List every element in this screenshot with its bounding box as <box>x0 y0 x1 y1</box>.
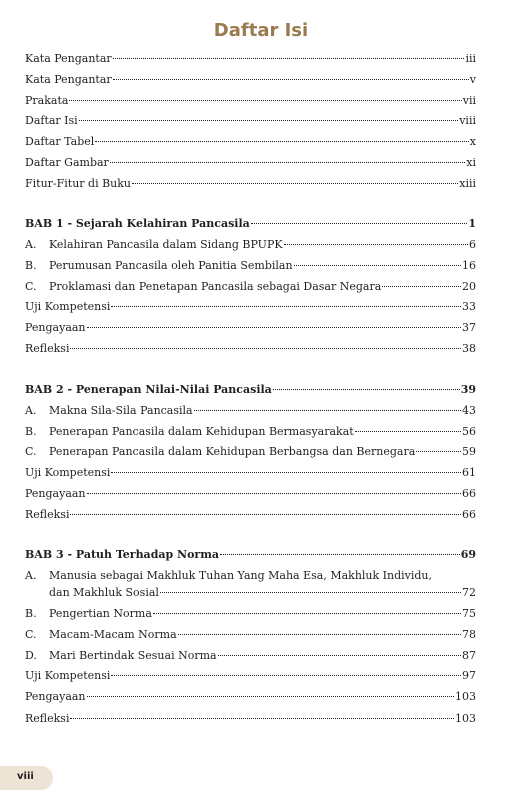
toc-entry-label: Refleksi <box>25 508 70 521</box>
toc-entry-number: B. <box>25 259 37 272</box>
toc-entry-label: Makna Sila-Sila Pancasila <box>49 404 193 417</box>
dot-leader <box>79 120 459 121</box>
toc-page-number: 1 <box>468 217 476 230</box>
toc-chapter[interactable] <box>25 216 476 232</box>
dot-leader <box>294 265 461 266</box>
toc-entry-label: Macam-Macam Norma <box>49 628 177 641</box>
toc-page-number: 75 <box>462 607 476 620</box>
toc-page-number: 61 <box>462 466 476 479</box>
toc-entry[interactable] <box>25 507 476 523</box>
toc-page-number: xi <box>466 156 476 169</box>
toc-entry[interactable] <box>25 237 476 253</box>
toc-entry-number: A. <box>25 404 37 417</box>
dot-leader <box>70 348 461 349</box>
toc-entry-label: Penerapan Pancasila dalam Kehidupan Berbangsa dan Bernegara <box>49 445 416 458</box>
toc-entry-number: C. <box>25 445 37 458</box>
toc-entry-label: Uji Kompetensi <box>25 300 111 313</box>
toc-page-number: v <box>469 73 476 86</box>
dot-leader <box>111 472 461 473</box>
toc-page-number: 69 <box>460 548 476 561</box>
toc-entry-label: Refleksi <box>25 342 70 355</box>
toc-page-number: vii <box>462 94 476 107</box>
dot-leader <box>153 613 461 614</box>
toc-entry[interactable] <box>25 176 476 192</box>
dot-leader <box>273 389 460 390</box>
toc-entry[interactable] <box>25 444 476 460</box>
toc-entry-label: Kata Pengantar <box>25 52 112 65</box>
toc-entry[interactable] <box>25 486 476 502</box>
page-title: Daftar Isi <box>213 20 309 41</box>
toc-entry[interactable] <box>25 279 476 295</box>
toc-entry-number: A. <box>25 569 37 582</box>
toc-entry[interactable] <box>25 113 476 129</box>
toc-page-number: 20 <box>462 280 476 293</box>
toc-entry-label: Penerapan Pancasila dalam Kehidupan Bermasyarakat <box>49 425 354 438</box>
dot-leader <box>87 696 454 697</box>
dot-leader <box>251 223 468 224</box>
toc-entry[interactable] <box>25 134 476 150</box>
toc-entry-label: Kata Pengantar <box>25 73 112 86</box>
dot-leader <box>132 183 458 184</box>
toc-entry-label: Kelahiran Pancasila dalam Sidang BPUPK <box>49 238 283 251</box>
toc-entry[interactable] <box>25 606 476 622</box>
dot-leader <box>220 554 460 555</box>
toc-page-number: 39 <box>460 383 476 396</box>
dot-leader <box>95 141 468 142</box>
dot-leader <box>416 451 461 452</box>
toc-chapter[interactable] <box>25 382 476 398</box>
dot-leader <box>113 79 469 80</box>
toc-page-number: x <box>469 135 476 148</box>
toc-entry[interactable] <box>25 403 476 419</box>
dot-leader <box>87 327 461 328</box>
toc-entry[interactable] <box>25 465 476 481</box>
toc-entry[interactable] <box>25 668 476 684</box>
toc-entry-label: Daftar Isi <box>25 114 78 127</box>
toc-chapter-title: BAB 1 - Sejarah Kelahiran Pancasila <box>25 217 250 230</box>
toc-entry[interactable] <box>25 689 476 705</box>
toc-entry[interactable] <box>25 627 476 643</box>
toc-entry[interactable] <box>25 258 476 274</box>
toc-page-number: 97 <box>462 669 476 682</box>
toc-page-number: 16 <box>462 259 476 272</box>
toc-entry[interactable] <box>25 648 476 664</box>
toc-entry-label: Pengertian Norma <box>49 607 152 620</box>
page-number: viii <box>17 771 34 782</box>
toc-page-number: 78 <box>462 628 476 641</box>
toc-entry-label: Uji Kompetensi <box>25 466 111 479</box>
toc-entry-label: Pengayaan <box>25 690 86 703</box>
toc-entry[interactable] <box>25 341 476 357</box>
toc-entry-label: Pengayaan <box>25 487 86 500</box>
toc-page-number: iii <box>465 52 476 65</box>
dot-leader <box>110 162 465 163</box>
toc-entry-label: Refleksi <box>25 712 70 725</box>
toc-page-number: 103 <box>455 712 476 725</box>
toc-page-number: 66 <box>462 487 476 500</box>
dot-leader <box>113 58 465 59</box>
toc-entry-number: B. <box>25 607 37 620</box>
toc-entry-number: C. <box>25 628 37 641</box>
dot-leader <box>87 493 461 494</box>
toc-entry[interactable] <box>25 711 476 727</box>
dot-leader <box>355 431 461 432</box>
toc-entry-number: D. <box>25 649 37 662</box>
toc-entry-number: A. <box>25 238 37 251</box>
toc-chapter[interactable] <box>25 547 476 563</box>
toc-entry[interactable] <box>49 585 476 601</box>
toc-page-number: 33 <box>462 300 476 313</box>
dot-leader <box>284 244 468 245</box>
toc-entry-label: Daftar Tabel <box>25 135 95 148</box>
toc-entry-label: Mari Bertindak Sesuai Norma <box>49 649 217 662</box>
toc-entry[interactable] <box>25 72 476 88</box>
toc-page-number: 37 <box>462 321 476 334</box>
toc-page-number: 59 <box>462 445 476 458</box>
toc-entry[interactable] <box>25 93 476 109</box>
toc-page-number: 43 <box>462 404 476 417</box>
dot-leader <box>69 100 461 101</box>
toc-page-number: 103 <box>455 690 476 703</box>
toc-page-number: 56 <box>462 425 476 438</box>
dot-leader <box>111 306 461 307</box>
dot-leader <box>111 675 461 676</box>
toc-page-number: 72 <box>462 586 476 599</box>
toc-page-number: viii <box>459 114 476 127</box>
toc-page-number: 66 <box>462 508 476 521</box>
dot-leader <box>194 410 461 411</box>
dot-leader <box>178 634 461 635</box>
toc-entry-label: Daftar Gambar <box>25 156 109 169</box>
toc-entry[interactable] <box>25 568 476 584</box>
toc-entry-label: Fitur-Fitur di Buku <box>25 177 132 190</box>
dot-leader <box>218 655 461 656</box>
toc-entry-label: Perumusan Pancasila oleh Panitia Sembilan <box>49 259 293 272</box>
toc-entry-number: B. <box>25 425 37 438</box>
toc-entry[interactable] <box>25 424 476 440</box>
dot-leader <box>160 592 461 593</box>
toc-page-number: 38 <box>462 342 476 355</box>
toc-page-number: 6 <box>469 238 476 251</box>
toc-entry-label: dan Makhluk Sosial <box>49 586 159 599</box>
toc-chapter-title: BAB 3 - Patuh Terhadap Norma <box>25 548 219 561</box>
toc-entry[interactable] <box>25 299 476 315</box>
toc-entry-label: Manusia sebagai Makhluk Tuhan Yang Maha Esa, Makhluk Individu, <box>49 569 433 582</box>
toc-page-number: xiii <box>459 177 476 190</box>
toc-entry-label: Uji Kompetensi <box>25 669 111 682</box>
toc-entry-number: C. <box>25 280 37 293</box>
toc-entry-label: Pengayaan <box>25 321 86 334</box>
toc-entry[interactable] <box>25 51 476 67</box>
toc-chapter-title: BAB 2 - Penerapan Nilai-Nilai Pancasila <box>25 383 272 396</box>
toc-page-number: 87 <box>462 649 476 662</box>
toc-entry[interactable] <box>25 155 476 171</box>
toc-entry-label: Prakata <box>25 94 69 107</box>
toc-entry-label: Proklamasi dan Penetapan Pancasila sebagai Dasar Negara <box>49 280 382 293</box>
toc-entry[interactable] <box>25 320 476 336</box>
dot-leader <box>382 286 461 287</box>
dot-leader <box>70 514 461 515</box>
dot-leader <box>70 718 454 719</box>
